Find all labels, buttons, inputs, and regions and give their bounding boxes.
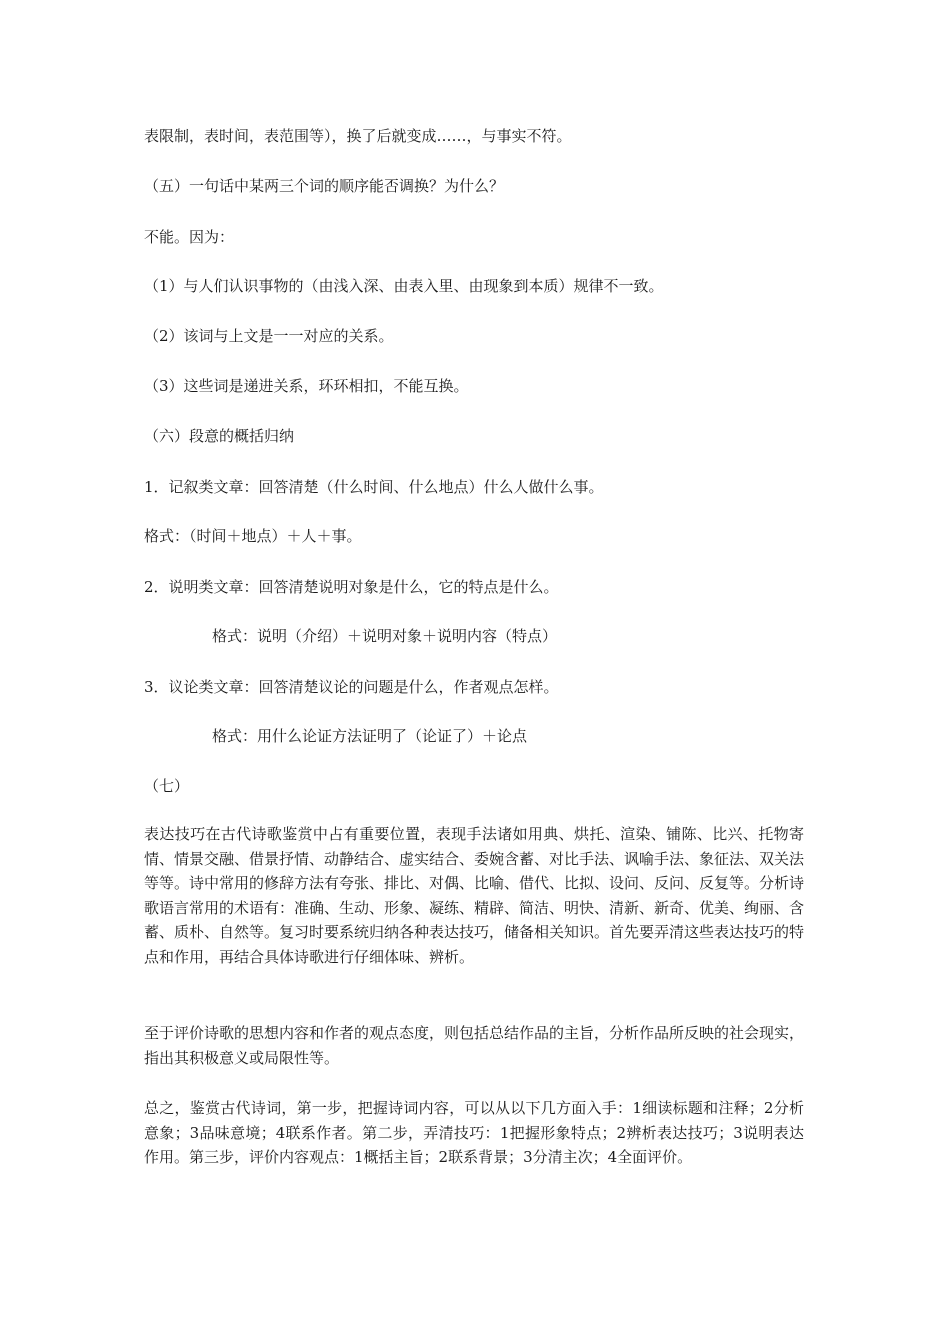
paragraph-summary: 总之，鉴赏古代诗词，第一步，把握诗词内容，可以从以下几方面入手：1细读标题和注释；2分析意象；3品味意境；4联系作者。第二步，弄清技巧：1把握形象特点；2辨析表达技巧；3说明表达作用。第三步，评价内容观点：1概括主旨；2联系背景；3分清主次；4全面评价。	[144, 1099, 804, 1166]
section-heading: （五）一句话中某两三个词的顺序能否调换？为什么？	[144, 177, 505, 195]
format-line: 格式：用什么论证方法证明了（论证了）＋论点	[212, 727, 528, 745]
list-item: 3．议论类文章：回答清楚议论的问题是什么，作者观点怎样。	[144, 678, 559, 696]
list-item: （1）与人们认识事物的（由浅入深、由表入里、由现象到本质）规律不一致。	[144, 277, 664, 295]
text-line: 表限制，表时间，表范围等），换了后就变成……，与事实不符。	[144, 127, 572, 145]
section-heading: （七）	[144, 777, 190, 795]
paragraph-evaluation: 至于评价诗歌的思想内容和作者的观点态度，则包括总结作品的主旨，分析作品所反映的社会现实，指出其积极意义或局限性等。	[144, 1024, 805, 1067]
list-item: 2．说明类文章：回答清楚说明对象是什么，它的特点是什么。	[144, 578, 559, 596]
section-heading: （六）段意的概括归纳	[144, 427, 295, 445]
paragraph-expression-techniques: 表达技巧在古代诗歌鉴赏中占有重要位置，表现手法诸如用典、烘托、渲染、铺陈、比兴、托物寄情、情景交融、借景抒情、动静结合、虚实结合、委婉含蓄、对比手法、讽喻手法、象征法、双关法等等。诗中常用的修辞方法有夸张、排比、对偶、比喻、借代、比拟、设问、反问、反复等。分析诗歌语言常用的术语有：准确、生动、形象、凝练、精辟、简洁、明快、清新、新奇、优美、绚丽、含蓄、质朴、自然等。复习时要系统归纳各种表达技巧，储备相关知识。首先要弄清这些表达技巧的特点和作用，再结合具体诗歌进行仔细体味、辨析。	[144, 825, 805, 966]
list-item: （3）这些词是递进关系，环环相扣，不能互换。	[144, 377, 469, 395]
format-line: 格式：（时间＋地点）＋人＋事。	[144, 527, 362, 545]
format-line: 格式：说明（介绍）＋说明对象＋说明内容（特点）	[212, 627, 558, 645]
list-item: （2）该词与上文是一一对应的关系。	[144, 327, 394, 345]
text-line: 不能。因为：	[144, 228, 235, 246]
list-item: 1．记叙类文章：回答清楚（什么时间、什么地点）什么人做什么事。	[144, 478, 604, 496]
